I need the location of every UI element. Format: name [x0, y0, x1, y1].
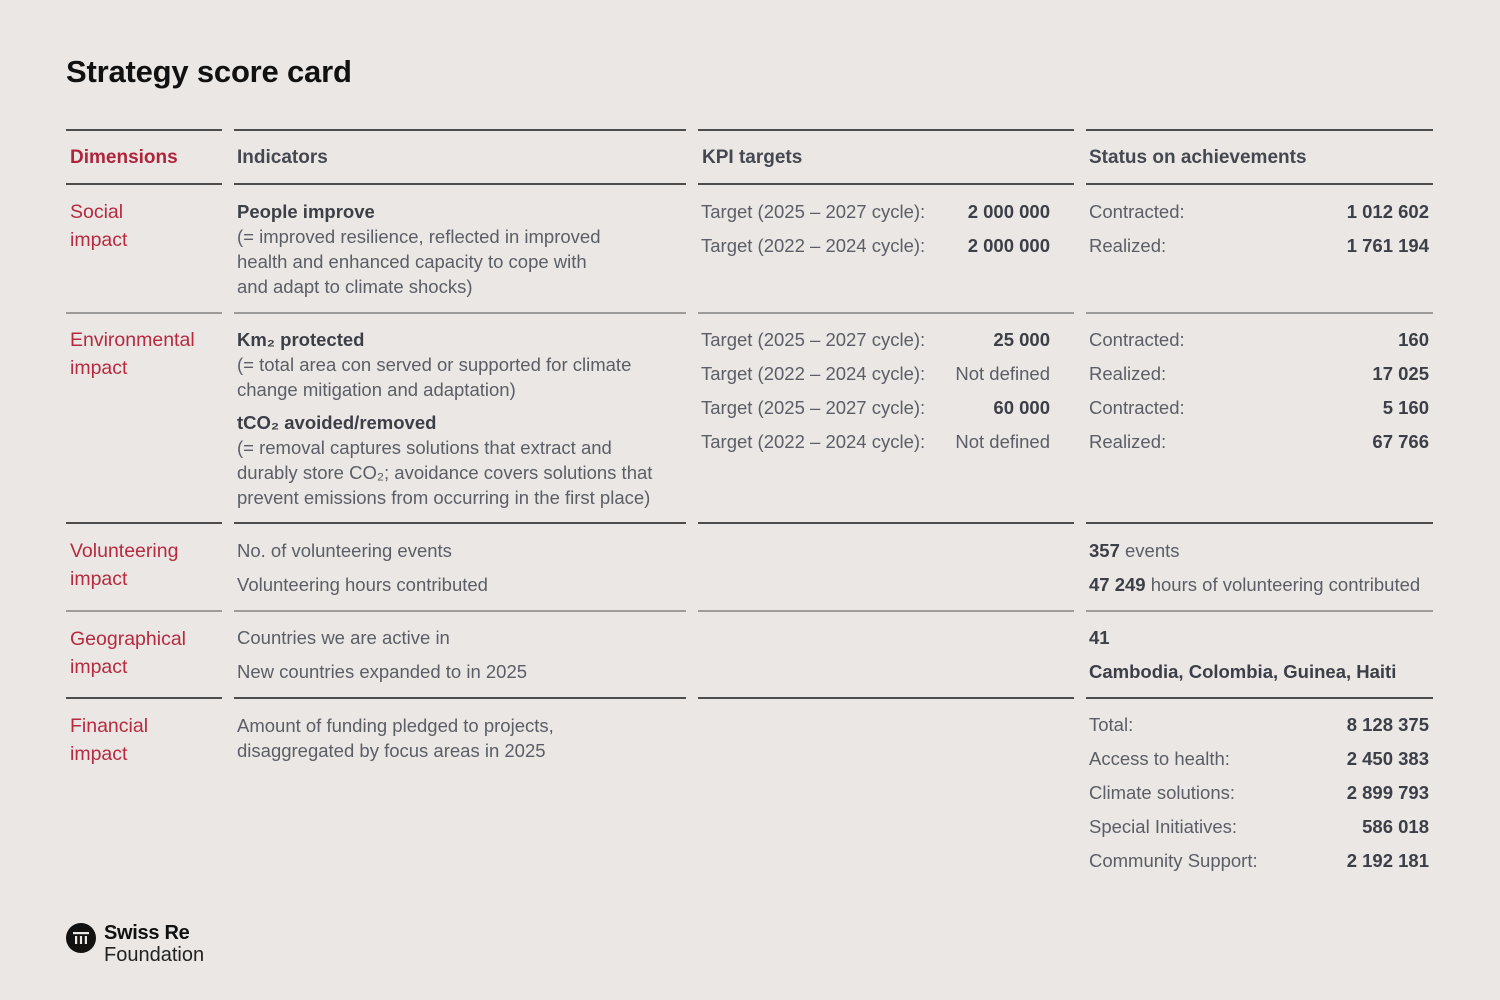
kpi-value: 2 000 000 [967, 235, 1050, 256]
status-label: Contracted: [1089, 397, 1185, 418]
status-value: 17 025 [1372, 363, 1429, 384]
divider [698, 129, 1074, 131]
kpi-label: Target (2022 – 2024 cycle): [701, 431, 926, 452]
swiss-re-foundation-logo [66, 922, 204, 966]
status-value: 67 766 [1372, 431, 1429, 452]
status-line [1086, 655, 1433, 689]
dimension-label: impact [70, 229, 128, 251]
status-value: 357 [1089, 540, 1120, 561]
status-row [1086, 229, 1433, 263]
kpi-label: Target (2022 – 2024 cycle): [701, 363, 926, 384]
divider [234, 610, 686, 612]
dimension-environmental [66, 326, 222, 382]
indicator-desc: prevent emissions from occurring in the first place) [237, 487, 651, 508]
status-row [1086, 776, 1433, 810]
kpi-row [698, 195, 1074, 229]
kpi-value: Not defined [955, 431, 1050, 452]
status-value: 2 192 181 [1346, 850, 1429, 871]
indicator-title: People improve [237, 201, 375, 222]
kpi-label: Target (2022 – 2024 cycle): [701, 235, 926, 256]
kpi-social [698, 195, 1074, 263]
status-line [1086, 568, 1433, 602]
header-kpi-targets: KPI targets [702, 147, 803, 168]
divider [66, 610, 222, 612]
status-value: 5 160 [1382, 397, 1429, 418]
indicator-desc: and adapt to climate shocks) [237, 276, 473, 297]
divider [234, 183, 686, 185]
logo-line1: Swiss Re [104, 922, 190, 944]
indicator-label: Volunteering hours contributed [237, 574, 488, 595]
dimension-volunteering [66, 537, 222, 593]
indicator-desc: (= total area con served or supported for climate [237, 354, 632, 375]
status-line [1086, 534, 1433, 568]
divider [698, 183, 1074, 185]
divider [1086, 697, 1433, 699]
kpi-value: 60 000 [993, 397, 1050, 418]
kpi-row [698, 425, 1074, 459]
indicator-desc: health and enhanced capacity to cope with [237, 251, 587, 272]
divider [1086, 610, 1433, 612]
status-label: Realized: [1089, 235, 1167, 256]
status-value: Cambodia, Colombia, Guinea, Haiti [1089, 661, 1397, 682]
kpi-environmental [698, 323, 1074, 459]
status-label: Contracted: [1089, 329, 1185, 350]
divider [698, 312, 1074, 314]
divider [234, 522, 686, 524]
dimension-label: impact [70, 568, 128, 590]
indicator-volunteering [234, 534, 686, 602]
status-suffix: hours of volunteering contributed [1145, 574, 1421, 595]
divider [698, 522, 1074, 524]
dimension-geographical [66, 625, 222, 681]
header-indicators: Indicators [237, 147, 328, 168]
divider [698, 610, 1074, 612]
status-value: 47 249 [1089, 574, 1146, 595]
status-row [1086, 844, 1433, 878]
logo-line2: Foundation [104, 944, 205, 966]
divider [1086, 183, 1433, 185]
page-title: Strategy score card [66, 54, 352, 89]
kpi-row [698, 229, 1074, 263]
divider [1086, 312, 1433, 314]
divider [66, 522, 222, 524]
divider [66, 183, 222, 185]
status-row [1086, 425, 1433, 459]
kpi-label: Target (2025 – 2027 cycle): [701, 201, 926, 222]
divider [1086, 522, 1433, 524]
indicator-geographical [234, 621, 686, 689]
status-value: 2 899 793 [1346, 782, 1429, 803]
header-dimensions: Dimensions [70, 147, 178, 168]
kpi-value: 25 000 [993, 329, 1050, 350]
status-volunteering [1086, 534, 1433, 602]
indicator-people-improve [234, 199, 686, 299]
dimension-social [66, 198, 222, 254]
divider [66, 312, 222, 314]
status-value: 160 [1398, 329, 1429, 350]
divider [234, 697, 686, 699]
kpi-value: 2 000 000 [967, 201, 1050, 222]
status-row [1086, 323, 1433, 357]
status-label: Access to health: [1089, 748, 1230, 769]
divider [234, 129, 686, 131]
indicator-financial [234, 713, 686, 763]
divider [66, 129, 222, 131]
logo-text [104, 922, 204, 966]
status-label: Contracted: [1089, 201, 1185, 222]
kpi-label: Target (2025 – 2027 cycle): [701, 329, 926, 350]
kpi-row [698, 391, 1074, 425]
status-label: Community Support: [1089, 850, 1258, 871]
dimension-label: impact [70, 357, 128, 379]
divider [1086, 129, 1433, 131]
indicator-label: New countries expanded to in 2025 [237, 661, 528, 682]
status-row [1086, 810, 1433, 844]
swiss-re-logo-icon [66, 923, 96, 953]
kpi-value: Not defined [955, 363, 1050, 384]
indicator-desc: change mitigation and adaptation) [237, 379, 516, 400]
status-value: 8 128 375 [1346, 714, 1429, 735]
indicator-label: Countries we are active in [237, 627, 450, 648]
status-row [1086, 708, 1433, 742]
status-value: 2 450 383 [1346, 748, 1429, 769]
indicator-desc: disaggregated by focus areas in 2025 [237, 740, 546, 761]
dimension-financial [66, 712, 222, 768]
status-label: Climate solutions: [1089, 782, 1236, 803]
dimension-label: Geographical [70, 628, 186, 650]
dimension-label: Social [70, 201, 124, 223]
dimension-label: impact [70, 743, 128, 765]
status-label: Realized: [1089, 431, 1167, 452]
dimension-label: impact [70, 656, 128, 678]
indicator-title: Km₂ protected [237, 329, 365, 350]
status-environmental [1086, 323, 1433, 459]
indicator-title: tCO₂ avoided/removed [237, 412, 437, 433]
status-value: 41 [1089, 627, 1110, 648]
kpi-label: Target (2025 – 2027 cycle): [701, 397, 926, 418]
status-social [1086, 195, 1433, 263]
status-value: 1 761 194 [1346, 235, 1429, 256]
status-value: 1 012 602 [1346, 201, 1429, 222]
status-value: 586 018 [1362, 816, 1429, 837]
status-row [1086, 357, 1433, 391]
indicator-environmental [234, 327, 686, 510]
divider [234, 312, 686, 314]
status-line [1086, 621, 1433, 655]
status-label: Special Initiatives: [1089, 816, 1238, 837]
kpi-row [698, 323, 1074, 357]
status-financial [1086, 708, 1433, 878]
divider [698, 697, 1074, 699]
header-status: Status on achievements [1089, 147, 1307, 168]
status-label: Realized: [1089, 363, 1167, 384]
indicator-desc: (= removal captures solutions that extract and [237, 437, 612, 458]
status-geographical [1086, 621, 1433, 689]
status-row [1086, 742, 1433, 776]
indicator-desc: durably store CO₂; avoidance covers solutions that [237, 462, 653, 483]
kpi-row [698, 357, 1074, 391]
dimension-label: Environmental [70, 329, 195, 351]
indicator-desc: Amount of funding pledged to projects, [237, 715, 554, 736]
divider [66, 697, 222, 699]
indicator-desc: (= improved resilience, reflected in improved [237, 226, 601, 247]
status-label: Total: [1089, 714, 1134, 735]
status-row [1086, 195, 1433, 229]
status-suffix: events [1119, 540, 1180, 561]
dimension-label: Financial [70, 715, 149, 737]
indicator-label: No. of volunteering events [237, 540, 452, 561]
dimension-label: Volunteering [70, 540, 179, 562]
status-row [1086, 391, 1433, 425]
